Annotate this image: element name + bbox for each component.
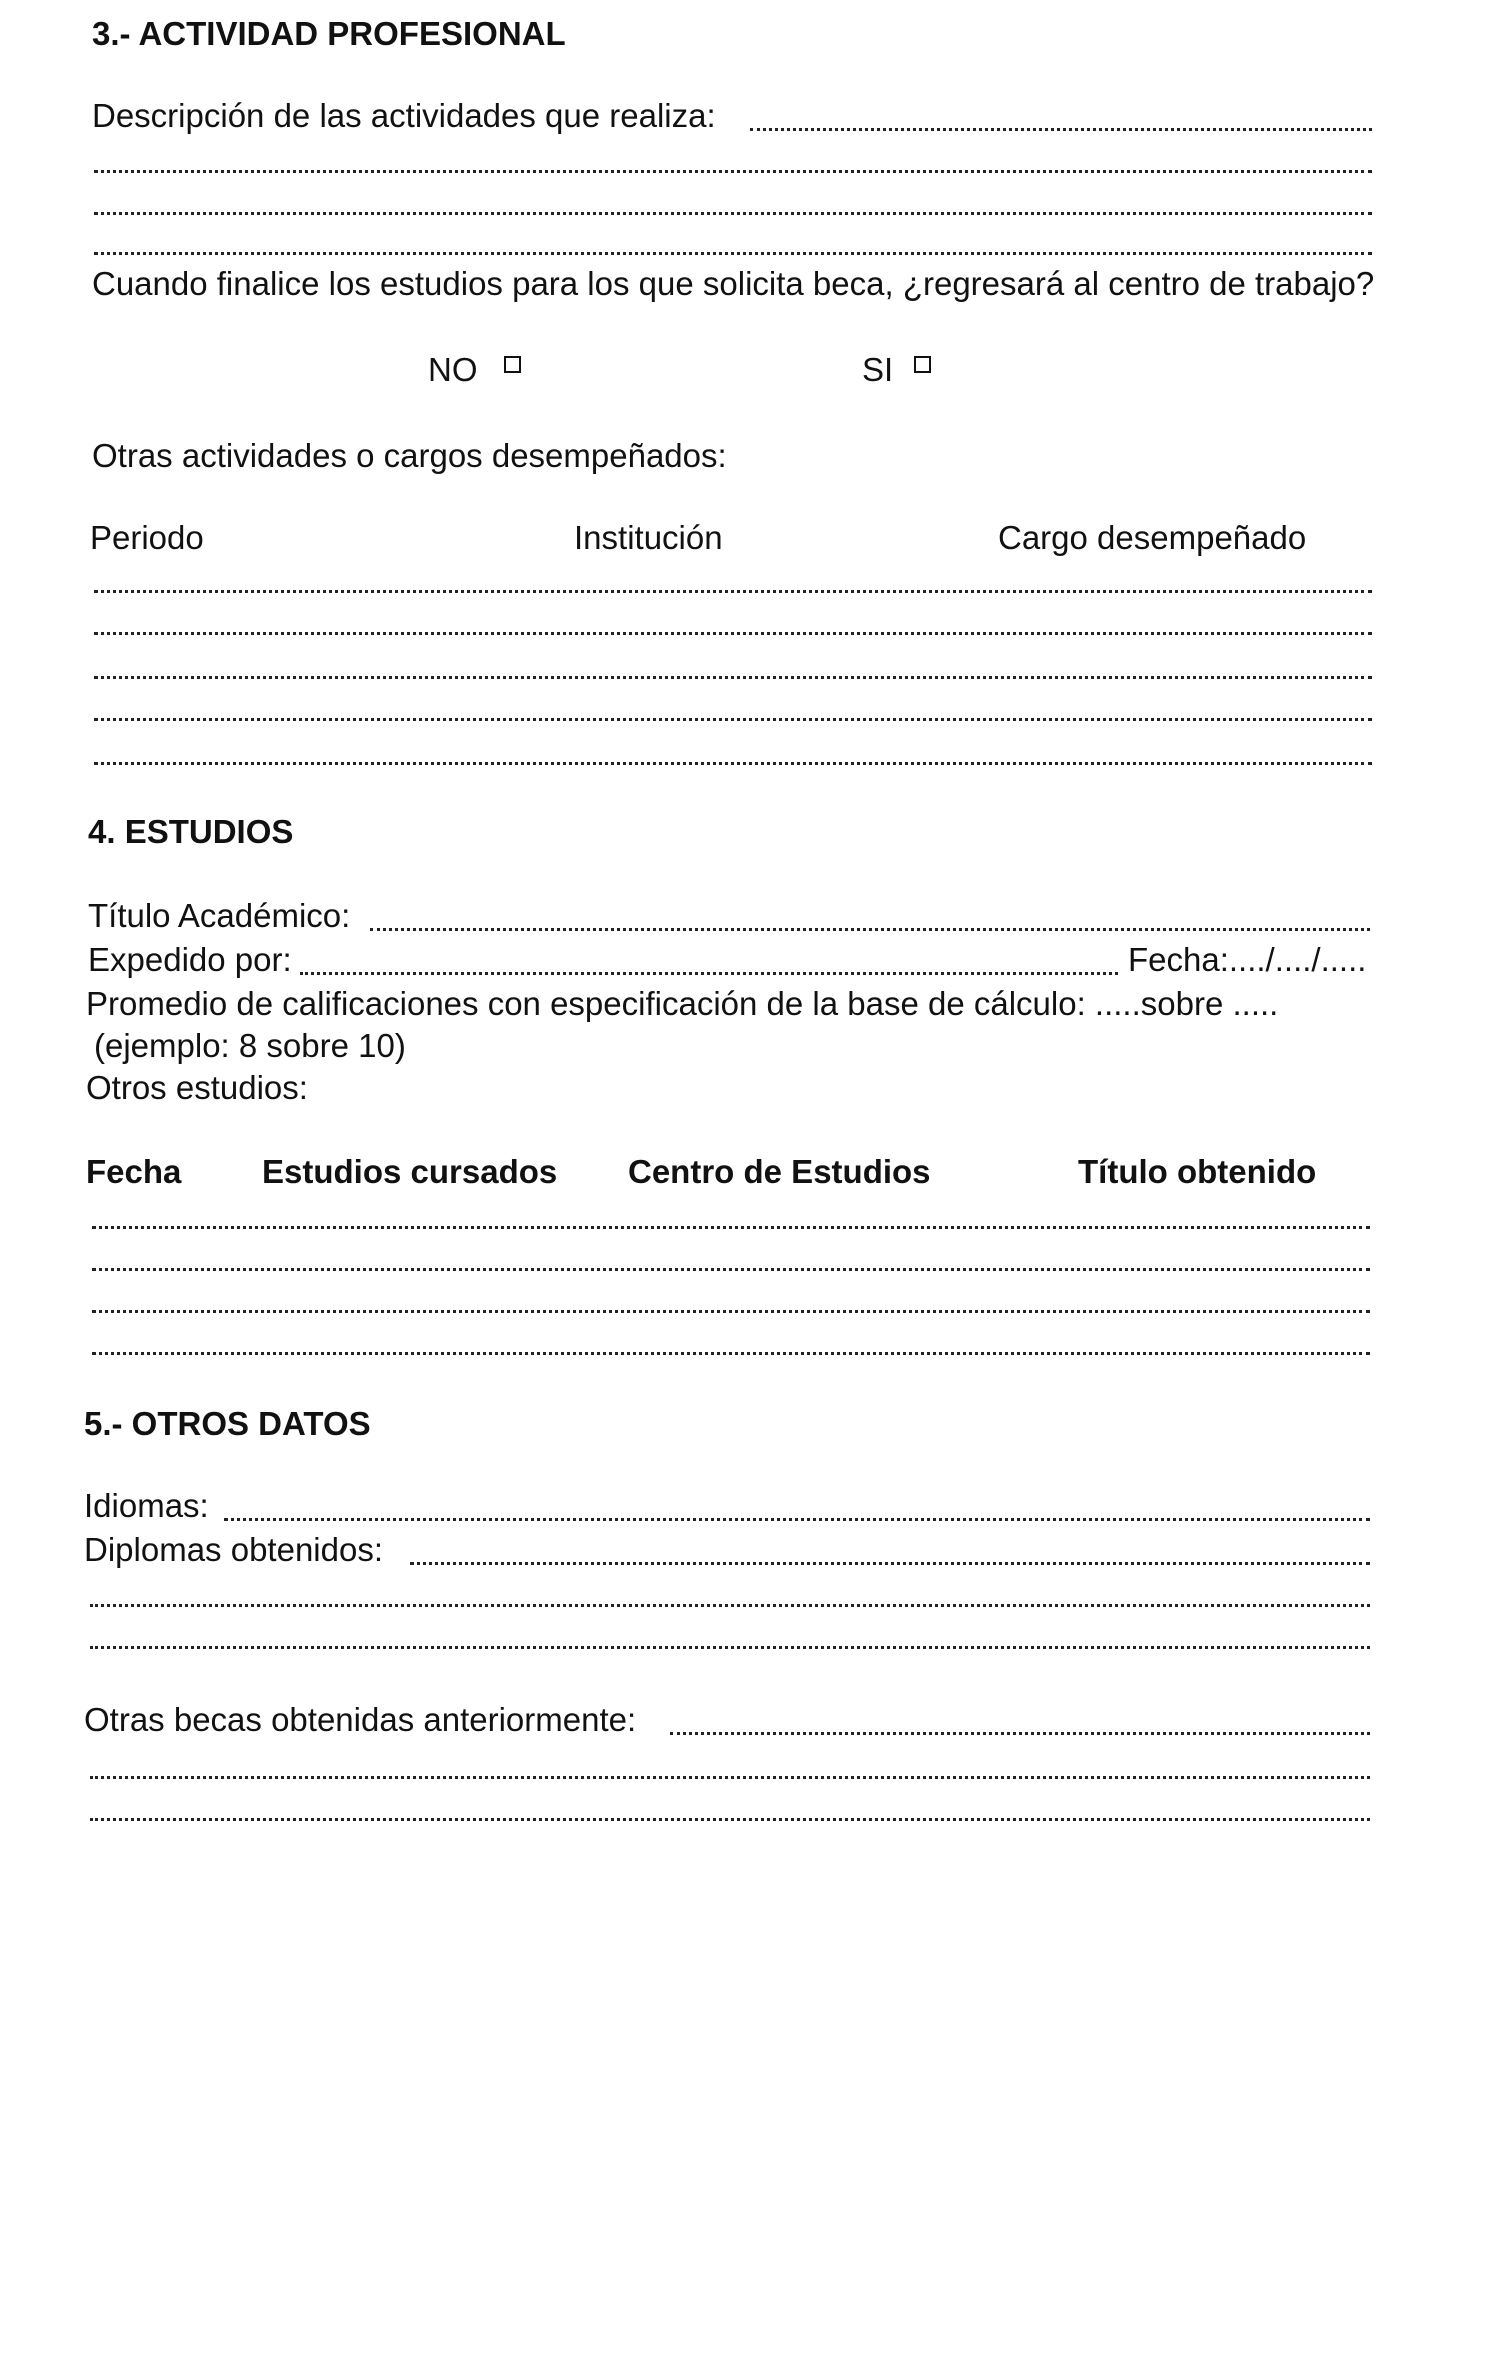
diplomas-label: Diplomas obtenidos: bbox=[84, 1531, 383, 1568]
otros-estudios-label: Otros estudios: bbox=[86, 1069, 308, 1106]
otras-actividades-label: Otras actividades o cargos desempeñados: bbox=[92, 437, 727, 474]
actividades-row-1[interactable] bbox=[94, 590, 1372, 593]
promedio-label[interactable]: Promedio de calificaciones con especificación de la base de cálculo: .....sobre ..... bbox=[86, 985, 1279, 1022]
expedido-field[interactable] bbox=[300, 972, 1118, 975]
actividades-row-3[interactable] bbox=[94, 676, 1372, 679]
descripcion-line-4[interactable] bbox=[94, 252, 1372, 255]
actividades-row-4[interactable] bbox=[94, 718, 1372, 721]
section-5-heading: 5.- OTROS DATOS bbox=[84, 1405, 371, 1442]
actividades-row-2[interactable] bbox=[94, 632, 1372, 635]
diplomas-field[interactable] bbox=[410, 1562, 1370, 1565]
section-3-heading: 3.- ACTIVIDAD PROFESIONAL bbox=[92, 15, 566, 52]
descripcion-field[interactable] bbox=[750, 128, 1372, 131]
estudios-row-1[interactable] bbox=[92, 1226, 1370, 1229]
no-label: NO bbox=[428, 351, 478, 388]
idiomas-field[interactable] bbox=[224, 1518, 1370, 1521]
column-fecha: Fecha bbox=[86, 1153, 182, 1190]
column-periodo: Periodo bbox=[90, 519, 204, 556]
descripcion-line-2[interactable] bbox=[94, 170, 1372, 173]
descripcion-label: Descripción de las actividades que realiza: bbox=[92, 97, 716, 134]
otras-becas-label: Otras becas obtenidas anteriormente: bbox=[84, 1701, 637, 1738]
column-institucion: Institución bbox=[574, 519, 723, 556]
column-centro: Centro de Estudios bbox=[628, 1153, 931, 1190]
column-estudios: Estudios cursados bbox=[262, 1153, 558, 1190]
actividades-row-5[interactable] bbox=[94, 762, 1372, 765]
otras-becas-field[interactable] bbox=[670, 1732, 1370, 1735]
titulo-label: Título Académico: bbox=[88, 897, 351, 934]
column-titulo: Título obtenido bbox=[1078, 1153, 1317, 1190]
otras-becas-line-3[interactable] bbox=[90, 1818, 1370, 1821]
no-checkbox[interactable] bbox=[504, 356, 521, 373]
estudios-row-2[interactable] bbox=[92, 1268, 1370, 1271]
diplomas-line-3[interactable] bbox=[90, 1646, 1370, 1649]
column-cargo: Cargo desempeñado bbox=[998, 519, 1307, 556]
fecha-label[interactable]: Fecha:..../..../..... bbox=[1128, 941, 1367, 978]
estudios-row-4[interactable] bbox=[92, 1352, 1370, 1355]
expedido-label: Expedido por: bbox=[88, 941, 292, 978]
regreso-question: Cuando finalice los estudios para los que solicita beca, ¿regresará al centro de trabajo? bbox=[92, 265, 1375, 302]
section-4-heading: 4. ESTUDIOS bbox=[88, 813, 294, 850]
promedio-ejemplo: (ejemplo: 8 sobre 10) bbox=[94, 1027, 406, 1064]
titulo-field[interactable] bbox=[370, 928, 1370, 931]
estudios-row-3[interactable] bbox=[92, 1310, 1370, 1313]
si-label: SI bbox=[862, 351, 894, 388]
idiomas-label: Idiomas: bbox=[84, 1487, 209, 1524]
otras-becas-line-2[interactable] bbox=[90, 1776, 1370, 1779]
diplomas-line-2[interactable] bbox=[90, 1604, 1370, 1607]
descripcion-line-3[interactable] bbox=[94, 212, 1372, 215]
si-checkbox[interactable] bbox=[914, 356, 931, 373]
